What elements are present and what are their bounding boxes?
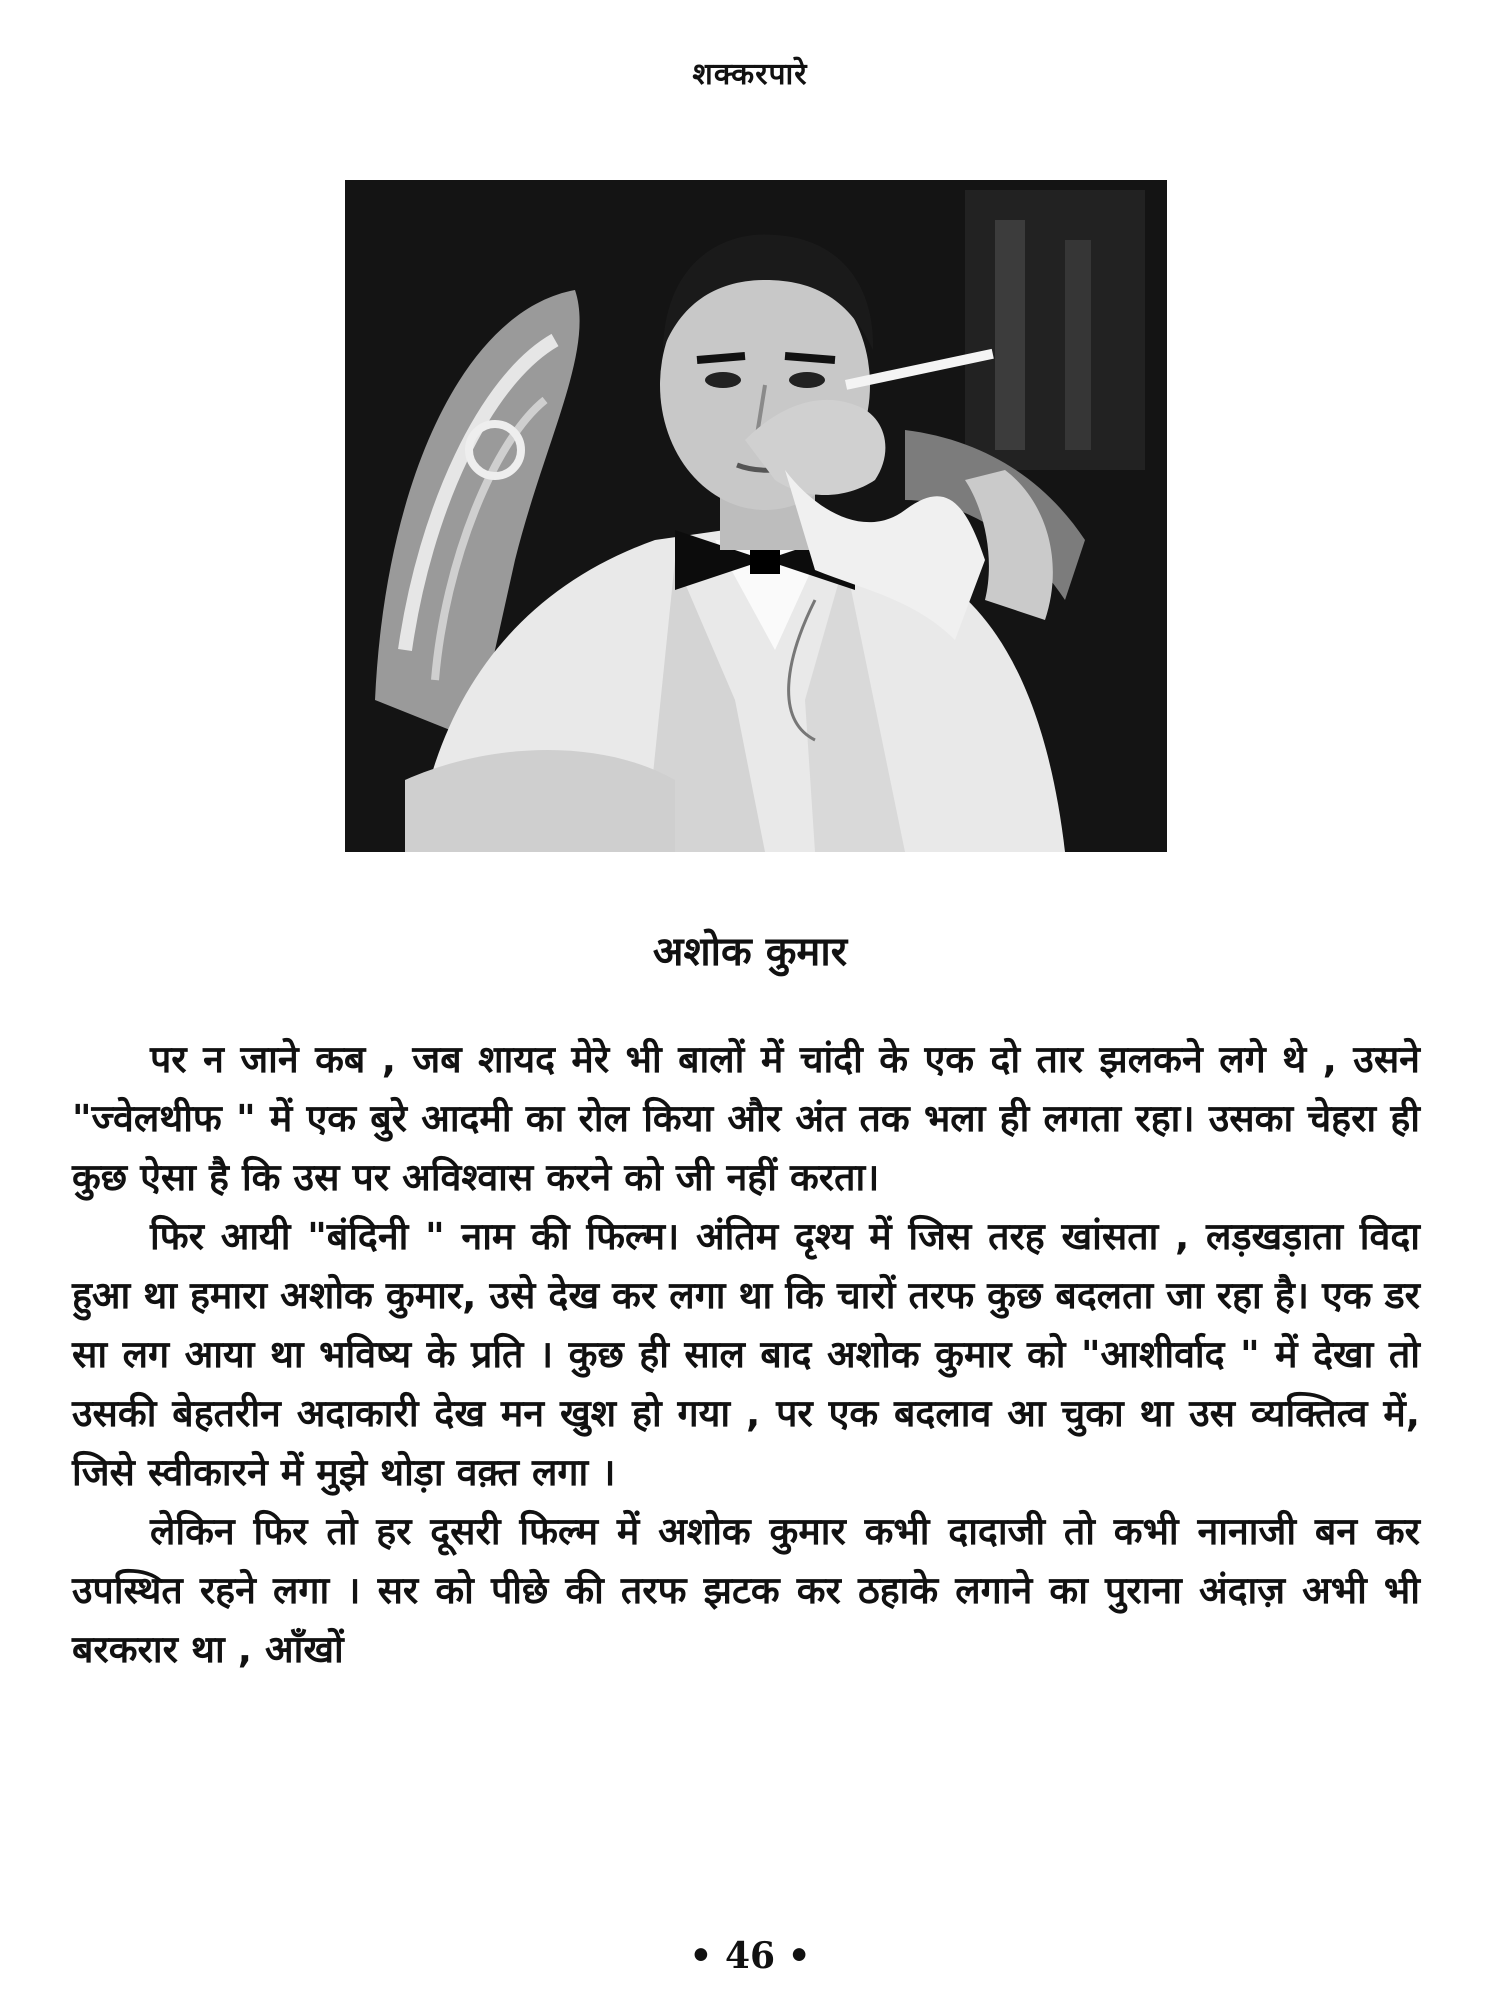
running-header: शक्करपारे [692, 57, 808, 92]
body-paragraph: फिर आयी "बंदिनी " नाम की फिल्म। अंतिम दृश्य में जिस तरह खांसता , लड़खड़ाता विदा हुआ था हमारा अशोक कुमार, उसे देख कर लगा था कि चारों तरफ कुछ बदलता जा रहा है। एक डर सा लग आया था भविष्य के प्रति । कुछ ही साल बाद अशोक कुमार को "आशीर्वाद " में देखा तो उसकी बेहतरीन अदाकारी देख मन खुश हो गया , पर एक बदलाव आ चुका था उस व्यक्तित्व में, जिसे स्वीकारने में मुझे थोड़ा वक़्त लगा । [72, 1214, 1420, 1494]
body-paragraph: पर न जाने कब , जब शायद मेरे भी बालों में चांदी के एक दो तार झलकने लगे थे , उसने "ज्वेलथीफ " में एक बुरे आदमी का रोल किया और अंत तक भला ही लगता रहा। उसका चेहरा ही कुछ ऐसा है कि उस पर अविश्वास करने को जी नहीं करता। [72, 1037, 1420, 1199]
portrait-photo [345, 180, 1167, 852]
photo-caption: अशोक कुमार [652, 929, 848, 975]
body-paragraph: लेकिन फिर तो हर दूसरी फिल्म में अशोक कुमार कभी दादाजी तो कभी नानाजी बन कर उपस्थित रहने लगा । सर को पीछे की तरफ झटक कर ठहाके लगाने का पुराना अंदाज़ अभी भी बरकरार था , आँखों [72, 1509, 1420, 1671]
page-number: • 46 • [689, 1935, 811, 1977]
article-body [72, 1030, 1420, 1679]
